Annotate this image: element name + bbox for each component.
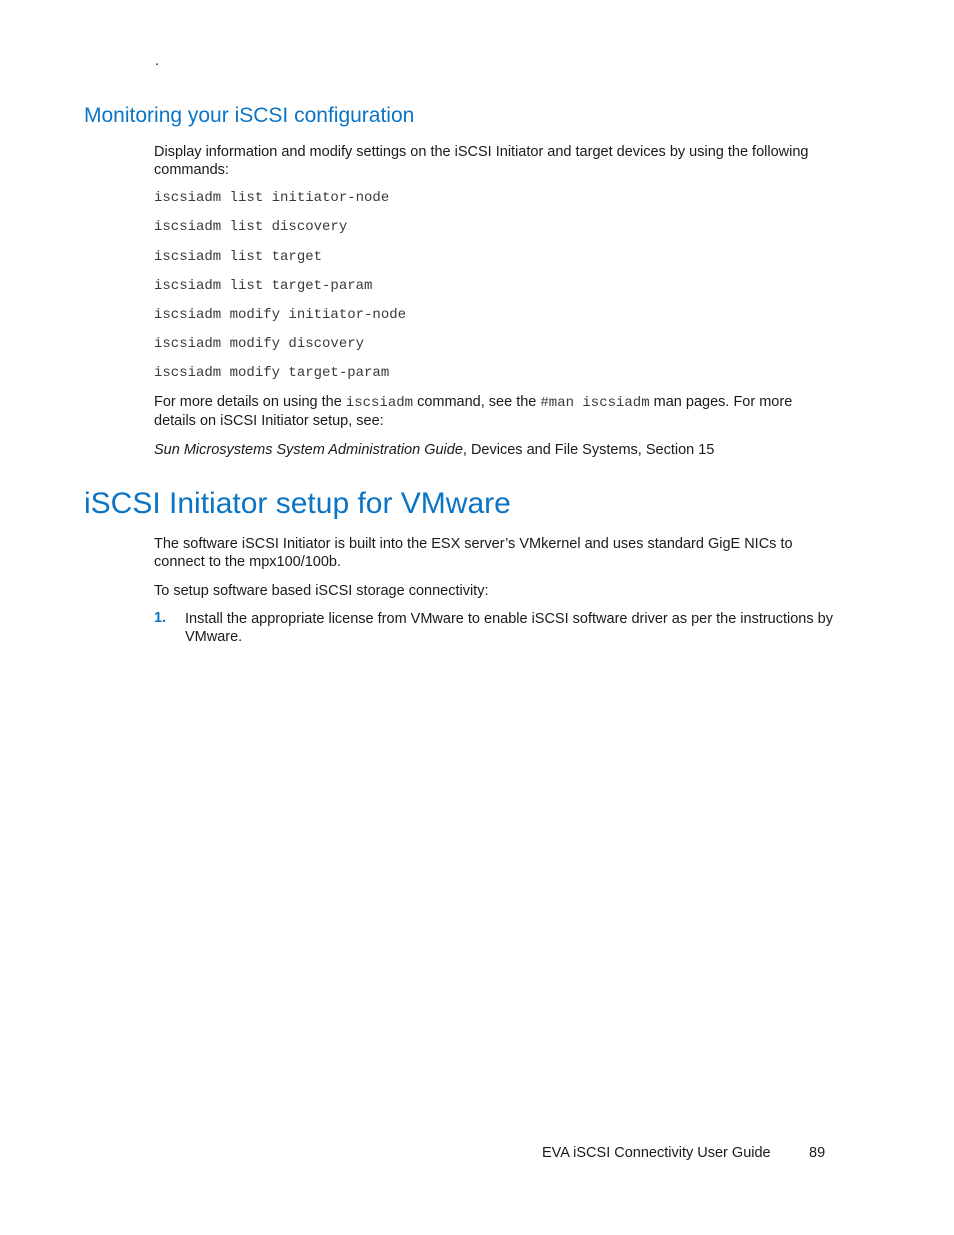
command-line: iscsiadm list initiator-node (154, 190, 390, 206)
details-text-1: For more details on using the (154, 394, 346, 410)
inline-code-man: #man iscsiadm (540, 395, 650, 411)
vmware-paragraph: The software iSCSI Initiator is built into the ESX server’s VMkernel and uses standard GigE NICs to connect to the mpx100/100b. (154, 536, 793, 570)
vmware-heading: iSCSI Initiator setup for VMware (84, 487, 511, 520)
reference-rest: , Devices and File Systems, Section 15 (462, 442, 715, 458)
command-line: iscsiadm list target (154, 249, 323, 265)
details-text-3: man pages. For more details on iSCSI Initiator setup, see: (154, 394, 793, 429)
stray-mark: . (155, 52, 160, 69)
reference-line (154, 441, 834, 459)
step-text: Install the appropriate license from VMware to enable iSCSI software driver as per the instructions by VMware. (185, 611, 833, 645)
command-line: iscsiadm modify discovery (154, 336, 365, 352)
details-text-2: command, see the (413, 394, 541, 410)
reference-title: Sun Microsystems System Administration Guide (154, 442, 463, 458)
details-paragraph (154, 393, 834, 430)
command-line: iscsiadm modify target-param (154, 365, 390, 381)
command-line: iscsiadm list target-param (154, 278, 373, 294)
inline-code-iscsiadm: iscsiadm (345, 395, 414, 411)
footer-guide-title: EVA iSCSI Connectivity User Guide (542, 1145, 771, 1161)
command-line: iscsiadm modify initiator-node (154, 307, 407, 323)
monitoring-intro: Display information and modify settings on the iSCSI Initiator and target devices by using the following commands: (154, 144, 809, 178)
command-line: iscsiadm list discovery (154, 219, 348, 235)
footer-page-number: 89 (809, 1145, 826, 1161)
setup-intro: To setup software based iSCSI storage connectivity: (154, 583, 489, 599)
step-number: 1. (154, 610, 167, 626)
monitoring-heading: Monitoring your iSCSI configuration (84, 104, 415, 127)
